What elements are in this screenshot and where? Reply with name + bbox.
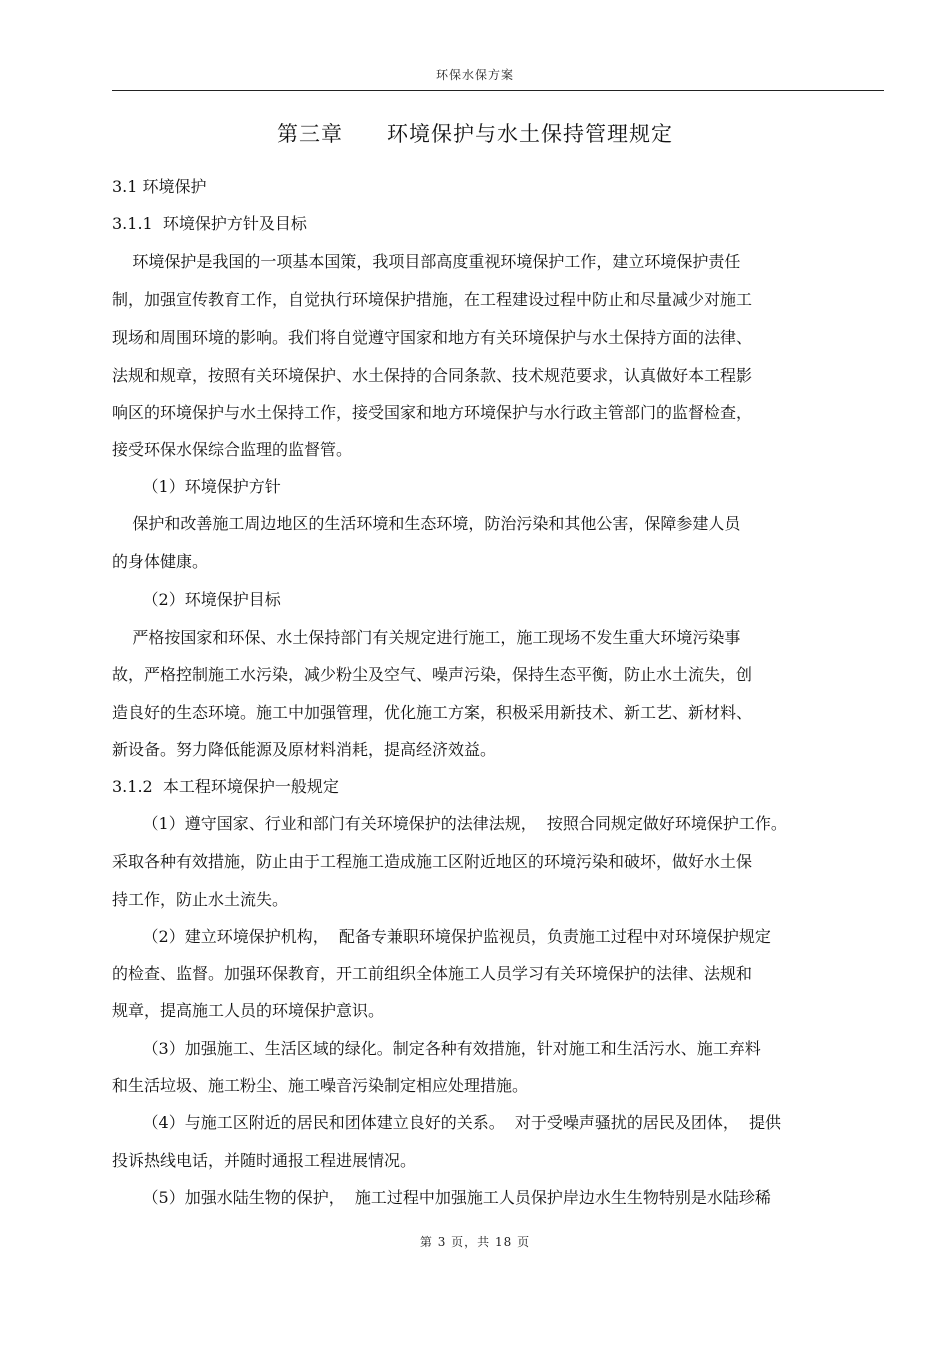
paragraph-line: 现场和周围环境的影响。我们将自觉遵守国家和地方有关环境保护与水土保持方面的法律、: [112, 328, 753, 347]
paragraph-line: 接受环保水保综合监理的监督管。: [112, 440, 353, 459]
header-divider: [112, 90, 884, 91]
paragraph-line: （4）与施工区附近的居民和团体建立良好的关系。 对于受噪声骚扰的居民及团体， 提供: [112, 1113, 782, 1132]
paragraph-line: 的身体健康。: [112, 552, 209, 571]
section-heading-3-1: 3.1 环境保护: [112, 177, 207, 196]
paragraph-line: 环境保护是我国的一项基本国策，我项目部高度重视环境保护工作，建立环境保护责任: [112, 252, 741, 271]
paragraph-line: 和生活垃圾、施工粉尘、施工噪音污染制定相应处理措施。: [112, 1076, 529, 1095]
list-heading: （2）环境保护目标: [112, 590, 281, 609]
paragraph-line: （1）遵守国家、行业和部门有关环境保护的法律法规， 按照合同规定做好环境保护工作。: [112, 814, 787, 833]
paragraph-line: 持工作，防止水土流失。: [112, 890, 289, 909]
paragraph-line: 故，严格控制施工水污染，减少粉尘及空气、噪声污染，保持生态平衡，防止水土流失，创: [112, 665, 753, 684]
section-heading-3-1-2: 3.1.2 本工程环境保护一般规定: [112, 777, 339, 796]
paragraph-line: （3）加强施工、生活区域的绿化。制定各种有效措施，针对施工和生活污水、施工弃料: [112, 1039, 761, 1058]
paragraph-line: 严格按国家和环保、水土保持部门有关规定进行施工，施工现场不发生重大环境污染事: [112, 628, 741, 647]
paragraph-line: 新设备。努力降低能源及原材料消耗，提高经济效益。: [112, 740, 497, 759]
paragraph-line: 保护和改善施工周边地区的生活环境和生态环境，防治污染和其他公害，保障参建人员: [112, 514, 741, 533]
paragraph-line: （5）加强水陆生物的保护， 施工过程中加强施工人员保护岸边水生生物特别是水陆珍稀: [112, 1188, 771, 1207]
paragraph-line: 的检查、监督。加强环保教育，开工前组织全体施工人员学习有关环境保护的法律、法规和: [112, 964, 753, 983]
section-heading-3-1-1: 3.1.1 环境保护方针及目标: [112, 214, 307, 233]
running-header: 环保水保方案: [435, 68, 514, 82]
paragraph-line: 投诉热线电话，并随时通报工程进展情况。: [112, 1151, 417, 1170]
list-heading: （1）环境保护方针: [112, 477, 281, 496]
paragraph-line: 响区的环境保护与水土保持工作，接受国家和地方环境保护与水行政主管部门的监督检查，: [112, 403, 753, 422]
page-number-footer: 第 3 页，共 18 页: [419, 1235, 531, 1249]
paragraph-line: 制，加强宣传教育工作，自觉执行环境保护措施，在工程建设过程中防止和尽量减少对施工: [112, 290, 753, 309]
paragraph-line: 造良好的生态环境。施工中加强管理，优化施工方案，积极采用新技术、新工艺、新材料、: [112, 703, 753, 722]
paragraph-line: 规章，提高施工人员的环境保护意识。: [112, 1001, 385, 1020]
paragraph-line: 法规和规章，按照有关环境保护、水土保持的合同条款、技术规范要求，认真做好本工程影: [112, 366, 753, 385]
paragraph-line: （2）建立环境保护机构， 配备专兼职环境保护监视员，负责施工过程中对环境保护规定: [112, 927, 771, 946]
chapter-title: 第三章 环境保护与水土保持管理规定: [277, 122, 673, 146]
paragraph-line: 采取各种有效措施，防止由于工程施工造成施工区附近地区的环境污染和破坏，做好水土保: [112, 852, 753, 871]
